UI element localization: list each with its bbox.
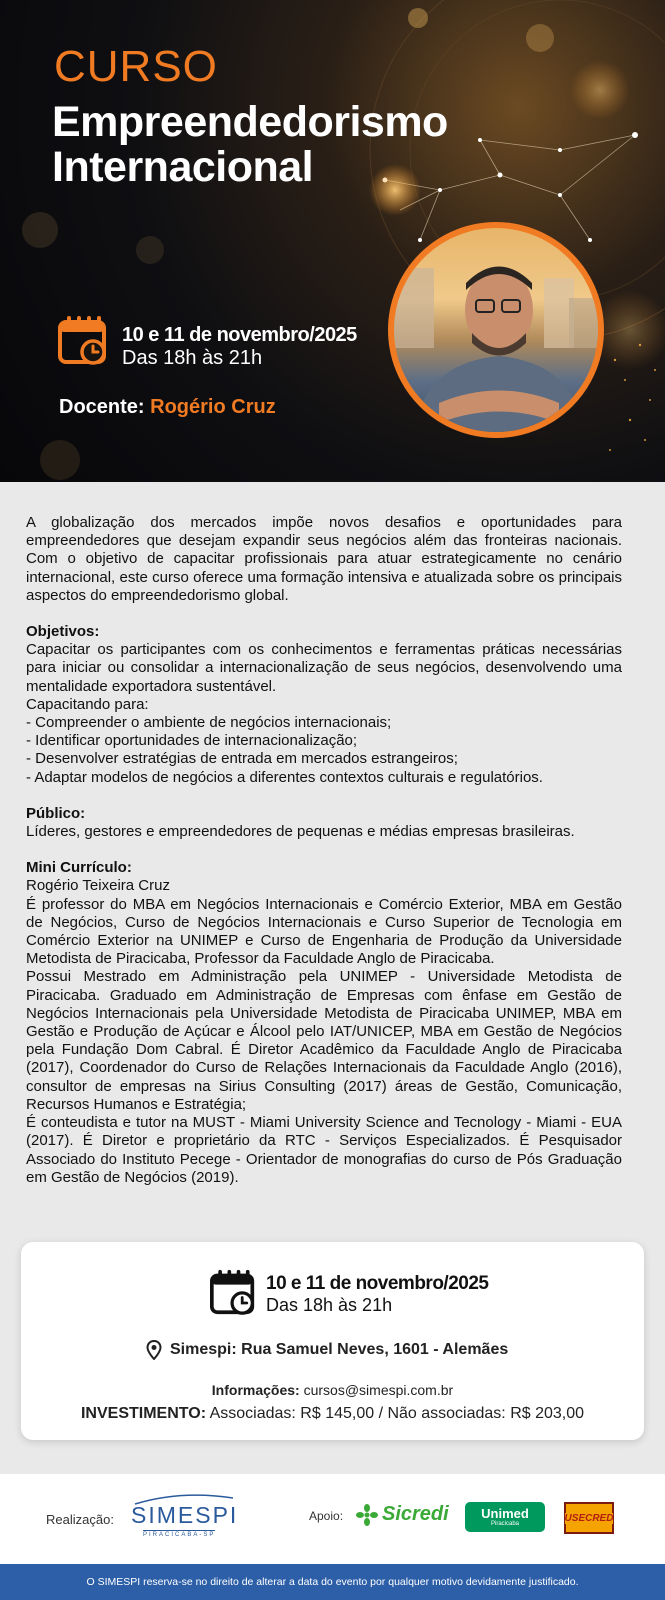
usecred-wordmark: USECRED	[564, 1512, 614, 1524]
usecred-logo	[564, 1502, 614, 1534]
intro-paragraph: A globalização dos mercados impõe novos desafios e oportunidades para empreendedores que desejam expandir seus negócios além das fronteiras nacionais. Com o objetivo de capacitar profissionais para atuar estrategicamente no cenário internacional, este curso oferece uma formação intensiva e atualizada sobre os principais aspectos do empreendedorismo global.	[26, 514, 622, 604]
simespi-wordmark: SIMESPI	[131, 1502, 239, 1528]
card-date: 10 e 11 de novembro/2025	[266, 1273, 489, 1294]
course-title: Empreendedorismo Internacional	[52, 98, 448, 191]
card-date-block	[266, 1273, 488, 1316]
investment-info	[0, 1405, 665, 1423]
course-description	[26, 514, 622, 1187]
objetivos-heading: Objetivos:	[26, 623, 100, 641]
footer-disclaimer: O SIMESPI reserva-se no direito de alterar a data do evento por qualquer motivo devidamente justificado.	[0, 1564, 665, 1600]
sicredi-logo	[356, 1503, 449, 1526]
hero-time: Das 18h às 21h	[122, 347, 263, 369]
sicredi-icon	[356, 1504, 378, 1526]
unimed-subtitle: Piracicaba	[490, 1521, 519, 1527]
apoio-label: Apoio:	[309, 1509, 344, 1523]
curriculo-heading: Mini Currículo:	[26, 859, 132, 877]
info-email[interactable]: cursos@simespi.com.br	[303, 1382, 454, 1398]
capacitando-label: Capacitando para:	[26, 695, 149, 713]
instructor-photo	[388, 222, 604, 438]
publico-heading: Público:	[26, 804, 86, 822]
curriculo-name: Rogério Teixeira Cruz	[26, 877, 170, 895]
docente-label: Docente:	[59, 396, 145, 418]
curriculo-paragraph: Possui Mestrado em Administração pela UNIMEP - Universidade Metodista de Piracicaba. Graduado em Administração de Empresas com ênfase em Gestão de Negócios Internacionais pela Universidade Metodista de Piracicaba UNIMEP, MBA em Gestão e Produção de Açúcar e Álcool pelo IAT/UNICEP, MBA em Gestão de Negócios pela Fundação Dom Cabral. É Diretor Acadêmico da Faculdade Anglo de Piracicaba (2017), Coordenador do Curso de Relações Internacionais da Faculdade Anglo (2016), consultor de empresas na Sirius Consulting (2017) áreas de Gestão, Comunicação, Recursos Humanos e Estratégia;	[26, 968, 622, 1113]
invest-text: Associadas: R$ 145,00 / Não associadas: R$ 203,00	[209, 1405, 585, 1422]
hero-banner	[0, 0, 665, 482]
simespi-subtitle: PIRACICABA-SP	[143, 1532, 216, 1538]
map-pin-icon	[146, 1340, 162, 1360]
hero-date-block	[122, 324, 357, 370]
objetivos-text: Capacitar os participantes com os conhecimentos e ferramentas práticas necessárias para iniciar ou consolidar a internacionalização de seus negócios, desenvolvendo uma mentalidade exportadora sustentável.	[26, 641, 622, 695]
unimed-logo	[465, 1502, 545, 1532]
docente-name: Rogério Cruz	[150, 396, 276, 418]
location-text: Simespi: Rua Samuel Neves, 1601 - Alemães	[170, 1341, 509, 1358]
instructor-portrait	[394, 228, 598, 432]
location	[146, 1340, 508, 1360]
sicredi-wordmark: Sicredi	[382, 1503, 449, 1525]
list-item: - Desenvolver estratégias de entrada em mercados estrangeiros;	[26, 750, 458, 768]
info-label: Informações:	[211, 1382, 300, 1398]
publico-text: Líderes, gestores e empreendedores de pequenas e médias empresas brasileiras.	[26, 823, 575, 841]
hero-date: 10 e 11 de novembro/2025	[122, 324, 357, 346]
list-item: - Adaptar modelos de negócios a diferentes contextos culturais e regulatórios.	[26, 768, 543, 786]
card-time: Das 18h às 21h	[266, 1295, 393, 1315]
curriculo-paragraph: É professor do MBA em Negócios Internacionais e Comércio Exterior, MBA em Gestão de Negócios, Curso de Negócios Internacionais e Curso Superior de Tecnologia em Comércio Exterior na UNIMEP e Curso de Engenharia de Produção da Universidade Metodista de Piracicaba, Professor da Faculdade Anglo de Piracicaba.	[26, 895, 622, 968]
invest-label: INVESTIMENTO:	[80, 1405, 207, 1422]
list-item: - Compreender o ambiente de negócios internacionais;	[26, 714, 392, 732]
docente-line	[59, 396, 276, 419]
calendar-clock-icon	[58, 314, 108, 366]
simespi-logo	[131, 1492, 237, 1542]
contact-info	[0, 1382, 665, 1398]
list-item: - Identificar oportunidades de internacionalização;	[26, 732, 358, 750]
realizacao-label: Realização:	[46, 1512, 114, 1527]
calendar-clock-icon	[210, 1268, 256, 1316]
course-label: CURSO	[54, 42, 218, 91]
curriculo-paragraph: É conteudista e tutor na MUST - Miami University Science and Tecnology - Miami - EUA (2017). É Diretor e proprietário da RTC - Serviços Especializados. É Pesquisador Associado do Instituto Pecege - Orientador de monografias do curso de Pós Graduação em Gestão de Negócios (2019).	[26, 1114, 622, 1186]
unimed-wordmark: Unimed	[481, 1506, 529, 1521]
